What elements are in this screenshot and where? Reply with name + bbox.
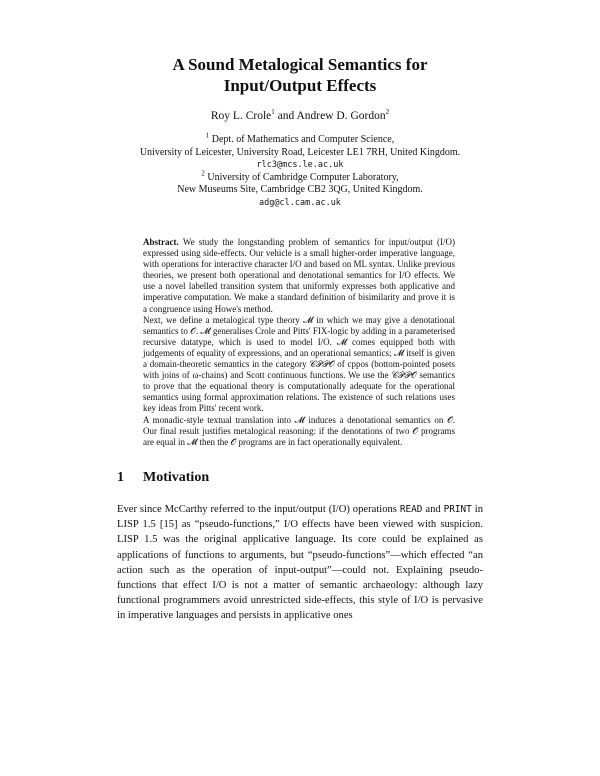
author-1-mark: 1 [271, 108, 275, 117]
paper-title [0, 54, 600, 96]
affiliation-1-line-2: University of Leicester, University Road, Leicester LE1 7RH, United Kingdom. [139, 146, 461, 158]
abstract-paragraph-1: Abstract. We study the longstanding problem of semantics for input/output (I/O) expressed using side-effects. Our vehicle is a small higher-order imperative language, with operations for interactive character I/O and based on ML syntax. Unlike previous theories, we present both operational and denotational semantics for I/O effects. We use a novel labelled transition system that uniformly expresses both applicative and imperative computation. We make a standard definition of bisimilarity and prove it is a congruence using Howe's method. [143, 237, 456, 314]
author-list [0, 110, 600, 122]
abstract [143, 237, 455, 448]
abstract-label: Abstract. [143, 237, 179, 247]
abstract-paragraph-2: Next, we define a metalogical type theory 𝓜 in which we may give a denotational semantics to 𝒪. 𝓜 generalises Crole and Pitts' FIX-logic by adding in a parameterised recursive datatype, which is used to model I/O. 𝓜 comes equipped both with judgements of equality of expressions, and an operational semantics; 𝓜 itself is given a domain-theoretic semantics in the category 𝒞𝒫𝒫𝒪 of cppos (bottom-pointed posets with joins of ω-chains) and Scott continuous functions. We use the 𝒞𝒫𝒫𝒪 semantics to prove that the equational theory is computationally adequate for the operational semantics using formal approximation relations. The existence of such relations uses key ideas from Pitts' recent work. [143, 314, 455, 414]
title-line-2: Input/Output Effects [223, 76, 377, 95]
body-text [117, 502, 483, 624]
affiliation-1-email: rlc3@mcs.le.ac.uk [256, 160, 344, 170]
affiliations [0, 131, 600, 209]
author-2-mark: 2 [385, 108, 390, 117]
affiliation-1-line-1: $^1$ Dept. of Mathematics and Computer Science, [205, 131, 395, 145]
title-line-1: A Sound Metalogical Semantics for [172, 55, 428, 74]
affiliation-2-line-2: New Museums Site, Cambridge CB2 3QG, United Kingdom. [177, 184, 423, 195]
author-2: Andrew D. Gordon [296, 110, 386, 122]
body-paragraph: Ever since McCarthy referred to the input/output (I/O) operations READ and PRINT in LISP 1.5 [15] as “pseudo-functions,” I/O effects have been viewed with suspicion. LISP 1.5 was the original applicative language. Its core could be explained as applications of functions to arguments, but “pseudo-functions”—which effected “an action such as the operation of input-output”—could not. Explaining pseudo-functions that effect I/O is not a matter of semantic archaeology: although lazy functional programmers avoid unrestricted side-effects, this style of I/O is pervasive in imperative languages and persists in applicative ones [117, 504, 483, 622]
code-print: PRINT [443, 504, 472, 515]
affiliation-2-email: adg@cl.cam.ac.uk [259, 197, 341, 208]
affiliation-2-line-1: $^2$ University of Cambridge Computer Laboratory, [201, 169, 399, 183]
author-conjunction: and [277, 110, 295, 122]
author-1: Roy L. Crole [210, 110, 272, 122]
section-title: Motivation [143, 470, 210, 485]
code-read: READ [399, 504, 423, 515]
section-number: 1 [117, 470, 124, 485]
affiliation-2-mark: 2 [201, 169, 205, 178]
abstract-paragraph-3: A monadic-style textual translation into 𝓜 induces a denotational semantics on 𝒪. Our final result justifies metalogical reasoning: if the denotations of two 𝒪 programs are equal in 𝓜 then the 𝒪 programs are in fact operationally equivalent. [143, 414, 455, 447]
section-heading [117, 470, 209, 486]
affiliation-1-mark: 1 [205, 131, 210, 140]
